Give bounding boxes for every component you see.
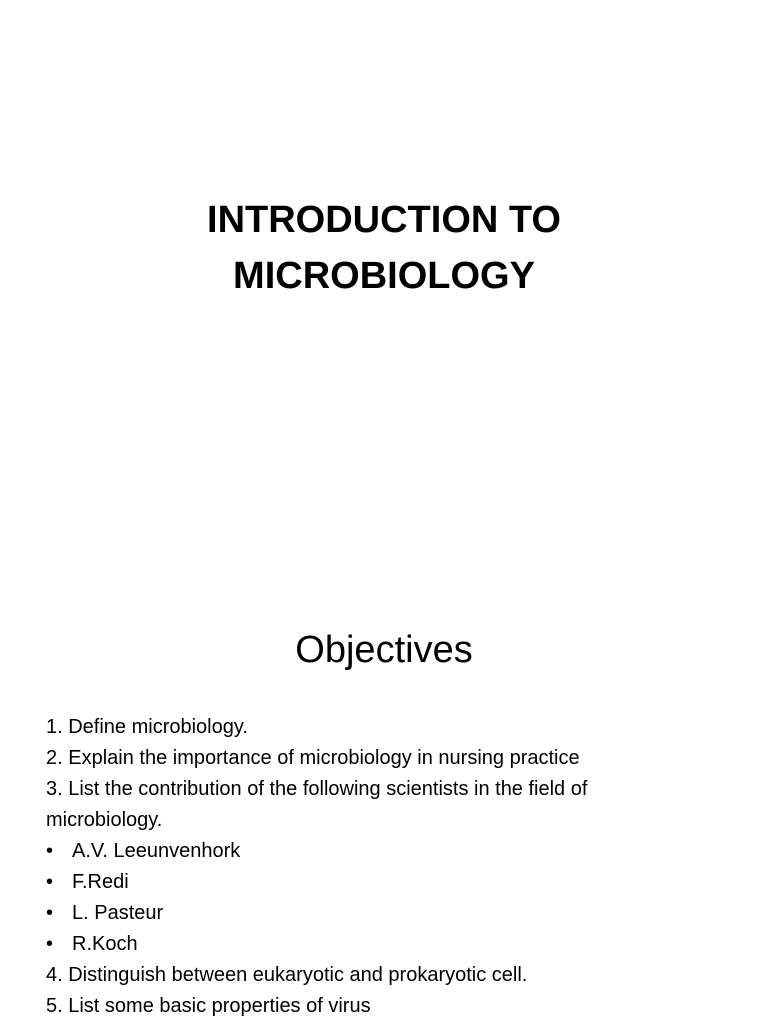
bullet-icon: • (46, 902, 54, 924)
objectives-heading: Objectives (295, 629, 473, 671)
slide-title-heading (0, 192, 768, 304)
title-line-1: INTRODUCTION TO (207, 199, 561, 241)
objective-item-3-continued: microbiology. (46, 809, 163, 831)
objective-item-4: 4. Distinguish between eukaryotic and prokaryotic cell. (46, 964, 528, 986)
objective-item-3: 3. List the contribution of the following scientists in the field of (46, 778, 588, 800)
scientist-item (46, 836, 746, 867)
bullet-icon: • (46, 933, 54, 955)
scientist-name: R.Koch (72, 933, 138, 955)
scientist-name: A.V. Leeunvenhork (72, 840, 241, 862)
objective-item-5: 5. List some basic properties of virus (46, 995, 371, 1017)
bullet-icon: • (46, 871, 54, 893)
objective-item-1: 1. Define microbiology. (46, 716, 248, 738)
bullet-icon: • (46, 840, 54, 862)
title-line-2: MICROBIOLOGY (233, 255, 535, 297)
scientist-item (46, 929, 746, 960)
scientist-item (46, 898, 746, 929)
scientist-name: F.Redi (72, 871, 129, 893)
objective-item-2: 2. Explain the importance of microbiology in nursing practice (46, 747, 580, 769)
slide-objectives (0, 512, 768, 1024)
objectives-list (46, 712, 746, 1022)
scientist-name: L. Pasteur (72, 902, 164, 924)
scientist-item (46, 867, 746, 898)
